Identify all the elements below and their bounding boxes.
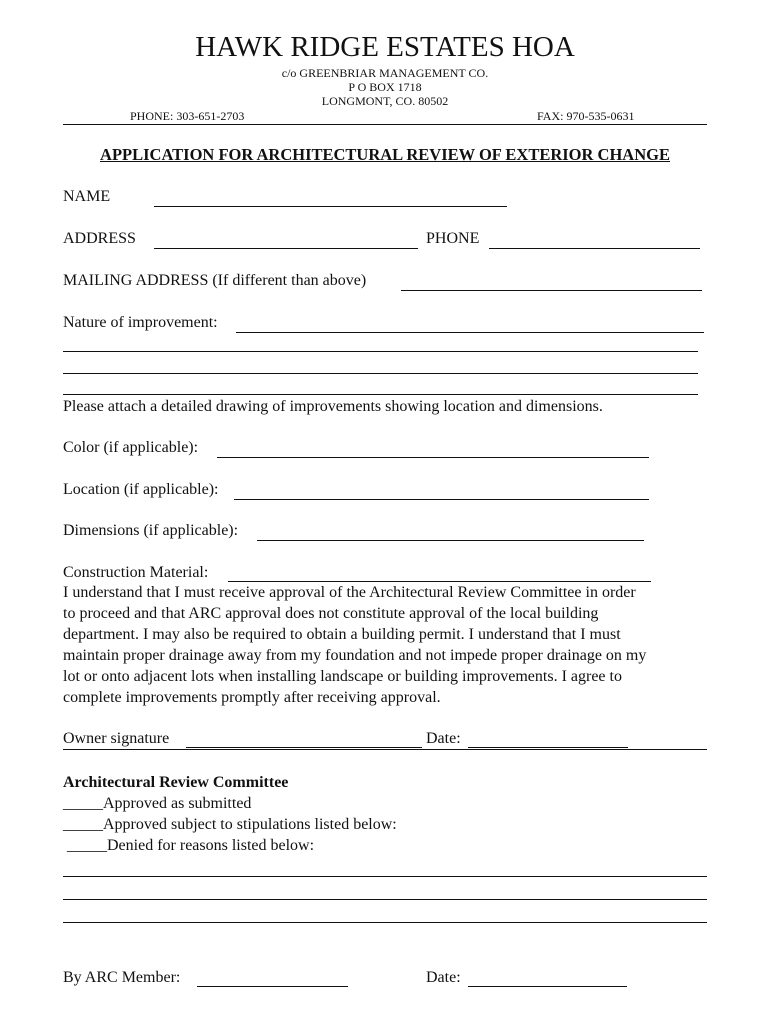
name-label: NAME bbox=[63, 188, 111, 205]
nature-line-4[interactable] bbox=[63, 376, 698, 395]
agreement-line: department. I may also be required to obtain a building permit. I understand that I must bbox=[63, 626, 621, 643]
signature-divider bbox=[63, 749, 707, 750]
stipulation-line-1[interactable] bbox=[63, 876, 707, 877]
material-field[interactable] bbox=[228, 563, 651, 582]
location-label: Location (if applicable): bbox=[63, 481, 219, 498]
agreement-paragraph bbox=[63, 582, 713, 708]
city-line: LONGMONT, CO. 80502 bbox=[321, 94, 449, 108]
approved-option[interactable]: _____Approved as submitted bbox=[63, 795, 252, 812]
material-label: Construction Material: bbox=[63, 564, 209, 581]
header-fax: FAX: 970-535-0631 bbox=[537, 109, 635, 123]
name-field[interactable] bbox=[154, 188, 507, 207]
agreement-line: I understand that I must receive approval of the Architectural Review Committee in order bbox=[63, 584, 636, 601]
po-box-line: P O BOX 1718 bbox=[348, 80, 422, 94]
committee-heading: Architectural Review Committee bbox=[63, 774, 289, 791]
owner-signature-label: Owner signature bbox=[63, 730, 170, 747]
nature-line-3[interactable] bbox=[63, 355, 698, 374]
agreement-line: lot or onto adjacent lots when installing landscape or building improvements. I agree to bbox=[63, 668, 622, 685]
arc-date-field[interactable] bbox=[468, 968, 627, 987]
arc-member-label: By ARC Member: bbox=[63, 969, 181, 986]
denied-option[interactable]: _____Denied for reasons listed below: bbox=[63, 837, 315, 854]
location-field[interactable] bbox=[234, 481, 649, 500]
stipulation-line-3[interactable] bbox=[63, 922, 707, 923]
owner-date-field[interactable] bbox=[468, 729, 628, 748]
agreement-line: complete improvements promptly after receiving approval. bbox=[63, 689, 441, 706]
header-divider bbox=[63, 124, 707, 125]
address-field[interactable] bbox=[154, 230, 418, 249]
mailing-address-label: MAILING ADDRESS (If different than above) bbox=[63, 272, 367, 289]
approved-stipulations-option[interactable]: _____Approved subject to stipulations listed below: bbox=[63, 816, 397, 833]
owner-date-label: Date: bbox=[426, 730, 461, 747]
stipulation-line-2[interactable] bbox=[63, 899, 707, 900]
owner-signature-field[interactable] bbox=[186, 729, 422, 748]
phone-label: PHONE bbox=[426, 230, 480, 247]
arc-date-label: Date: bbox=[426, 969, 461, 986]
care-of-line: c/o GREENBRIAR MANAGEMENT CO. bbox=[281, 66, 489, 80]
phone-field[interactable] bbox=[489, 230, 700, 249]
form-heading: APPLICATION FOR ARCHITECTURAL REVIEW OF EXTERIOR CHANGE bbox=[100, 145, 670, 164]
attach-note: Please attach a detailed drawing of improvements showing location and dimensions. bbox=[63, 398, 603, 415]
nature-line-2[interactable] bbox=[63, 333, 698, 352]
header-phone: PHONE: 303-651-2703 bbox=[130, 109, 245, 123]
dimensions-label: Dimensions (if applicable): bbox=[63, 522, 239, 539]
nature-field[interactable] bbox=[236, 314, 704, 333]
agreement-line: to proceed and that ARC approval does not constitute approval of the local building bbox=[63, 605, 599, 622]
nature-label: Nature of improvement: bbox=[63, 314, 218, 331]
mailing-address-field[interactable] bbox=[401, 272, 702, 291]
agreement-line: maintain proper drainage away from my foundation and not impede proper drainage on my bbox=[63, 647, 647, 664]
arc-member-field[interactable] bbox=[197, 968, 348, 987]
color-field[interactable] bbox=[217, 439, 649, 458]
address-label: ADDRESS bbox=[63, 230, 136, 247]
dimensions-field[interactable] bbox=[257, 522, 644, 541]
hoa-title: HAWK RIDGE ESTATES HOA bbox=[195, 31, 575, 63]
color-label: Color (if applicable): bbox=[63, 439, 199, 456]
